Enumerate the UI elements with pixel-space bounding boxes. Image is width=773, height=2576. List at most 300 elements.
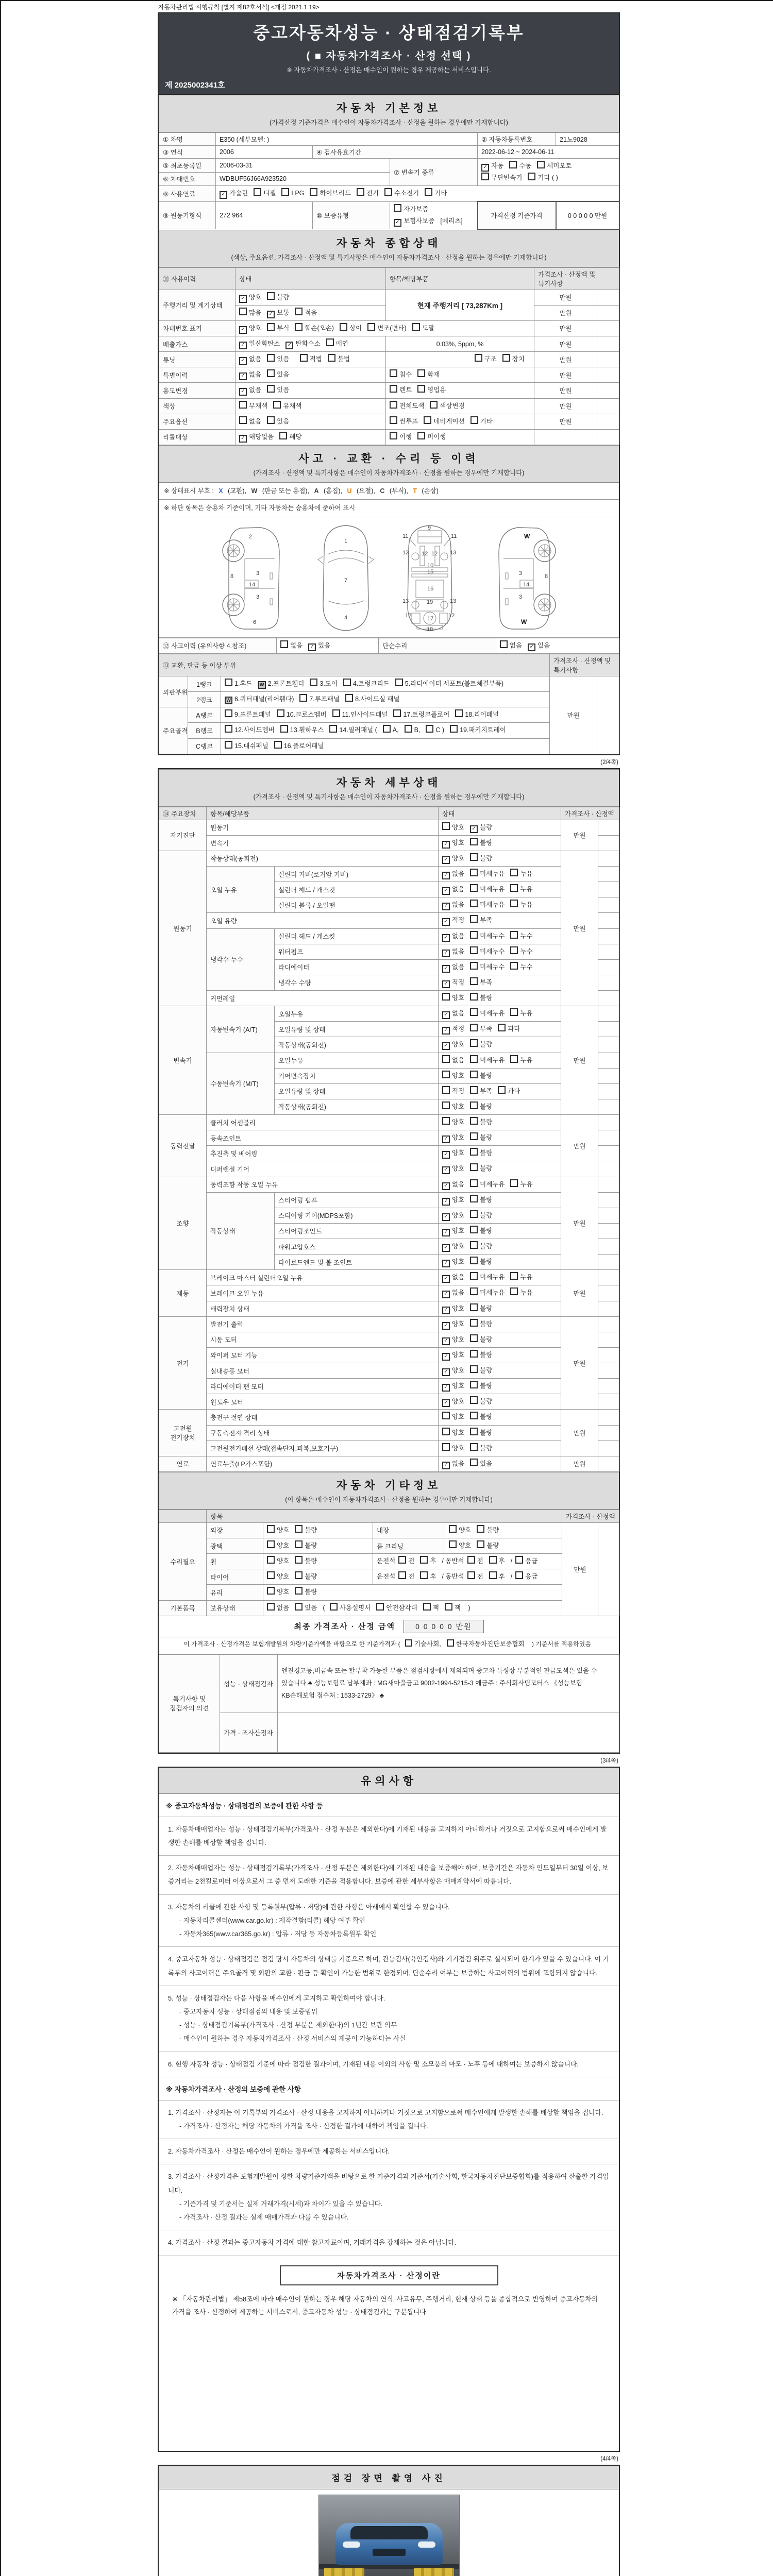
- checkbox[interactable]: W: [258, 681, 266, 689]
- section-overall-title: 자동차 종합상태: [336, 237, 442, 249]
- note-cell: [597, 336, 619, 352]
- checkbox[interactable]: [509, 161, 517, 168]
- checkbox[interactable]: [515, 1571, 523, 1579]
- checkbox[interactable]: [267, 1571, 275, 1579]
- checkbox[interactable]: [267, 1603, 275, 1611]
- checkbox[interactable]: [442, 1011, 450, 1019]
- option-label: 불법: [337, 355, 350, 363]
- checkbox[interactable]: [390, 416, 397, 424]
- checkbox[interactable]: [405, 725, 412, 733]
- checkbox[interactable]: [510, 931, 518, 939]
- checkbox[interactable]: [299, 694, 307, 702]
- option: [470, 1303, 492, 1315]
- repair-row: [159, 1522, 619, 1538]
- checkbox[interactable]: [442, 903, 450, 910]
- checkbox[interactable]: [398, 1571, 406, 1579]
- checkbox[interactable]: [481, 173, 489, 180]
- checkbox[interactable]: [510, 962, 518, 970]
- option-label: 양호: [452, 854, 465, 862]
- option-label: 14.필러패널 (: [339, 726, 377, 734]
- checkbox[interactable]: [442, 980, 450, 988]
- checkbox[interactable]: [510, 869, 518, 876]
- checkbox[interactable]: [498, 1086, 506, 1094]
- checkbox[interactable]: [442, 934, 450, 942]
- checkbox[interactable]: [239, 388, 247, 396]
- option: [442, 1318, 464, 1330]
- checkbox[interactable]: [308, 643, 316, 651]
- option-label: 양호: [452, 1304, 465, 1312]
- option: [442, 1101, 464, 1113]
- checkbox[interactable]: [390, 401, 397, 409]
- checkbox[interactable]: [489, 1556, 497, 1564]
- checkbox[interactable]: [395, 679, 403, 686]
- checkbox[interactable]: [442, 1307, 450, 1314]
- checkbox[interactable]: [279, 432, 287, 439]
- checkbox[interactable]: [470, 1117, 478, 1125]
- checkbox[interactable]: [442, 1182, 450, 1190]
- checkbox[interactable]: [475, 354, 482, 362]
- checkbox[interactable]: [510, 1055, 518, 1063]
- checkbox[interactable]: [442, 1384, 450, 1392]
- checkbox[interactable]: [239, 308, 247, 315]
- device-group-label: 변속기: [159, 1006, 207, 1115]
- option: [470, 1116, 492, 1128]
- checkbox[interactable]: [470, 993, 478, 1001]
- checkbox[interactable]: [528, 173, 535, 180]
- checkbox[interactable]: [442, 1136, 450, 1143]
- checkbox[interactable]: [254, 188, 261, 196]
- checkbox[interactable]: [417, 385, 425, 393]
- option: [225, 693, 294, 705]
- text: (흠집),: [322, 487, 344, 495]
- checkbox[interactable]: [343, 679, 351, 686]
- checkbox[interactable]: [467, 1571, 475, 1579]
- checkbox[interactable]: [470, 1148, 478, 1156]
- checkbox[interactable]: [470, 977, 478, 985]
- checkbox[interactable]: [442, 1275, 450, 1283]
- checkbox[interactable]: [442, 1166, 450, 1174]
- checkbox[interactable]: [398, 1556, 406, 1564]
- option: [470, 1365, 492, 1377]
- checkbox[interactable]: [442, 1412, 450, 1419]
- checkbox[interactable]: [510, 900, 518, 907]
- note-cell: [598, 851, 619, 866]
- checkbox[interactable]: [470, 915, 478, 923]
- checkbox[interactable]: [295, 1587, 303, 1595]
- checkbox[interactable]: [470, 1226, 478, 1233]
- option: [498, 1086, 520, 1097]
- option-label: 장치: [512, 355, 525, 363]
- price-cell: 만원: [561, 820, 598, 851]
- checkbox[interactable]: [225, 741, 232, 749]
- checkbox[interactable]: [470, 1396, 478, 1404]
- checkbox[interactable]: [220, 191, 227, 199]
- option-label: 보험사보증: [404, 217, 435, 225]
- checkbox[interactable]: [470, 1055, 478, 1063]
- option-label: 양호: [277, 1573, 290, 1581]
- checkbox[interactable]: [423, 1603, 431, 1611]
- checkbox[interactable]: [498, 1024, 506, 1031]
- checkbox[interactable]: [442, 1291, 450, 1298]
- checkbox[interactable]: [470, 1412, 478, 1419]
- option: [267, 353, 289, 365]
- checkbox[interactable]: [267, 369, 275, 377]
- checkbox[interactable]: [470, 962, 478, 970]
- checkbox[interactable]: [239, 401, 247, 409]
- checkbox[interactable]: [239, 326, 247, 334]
- checkbox[interactable]: [470, 1257, 478, 1264]
- option-label: 불량: [480, 1149, 493, 1157]
- checkbox[interactable]: [267, 323, 275, 331]
- checkbox[interactable]: [390, 385, 397, 393]
- checkbox[interactable]: [295, 1556, 303, 1564]
- ramp-right: [414, 2568, 454, 2576]
- checkbox[interactable]: [442, 1368, 450, 1376]
- group-label: 수리필요: [159, 1522, 207, 1600]
- checkbox[interactable]: [470, 1179, 478, 1187]
- rank2-options: [221, 692, 550, 707]
- checkbox[interactable]: [442, 1042, 450, 1050]
- checkbox[interactable]: [442, 856, 450, 864]
- option-label: 유채색: [283, 402, 302, 410]
- checkbox[interactable]: [267, 354, 275, 362]
- checkbox[interactable]: [442, 1071, 450, 1078]
- item-label: 커먼레일: [207, 991, 439, 1006]
- checkbox[interactable]: [510, 946, 518, 954]
- option-label: 구조: [484, 355, 497, 363]
- option: [442, 1055, 464, 1066]
- state-symbol-legend: [159, 483, 619, 500]
- checkbox[interactable]: [510, 1287, 518, 1295]
- option-label: 있음: [305, 1604, 317, 1612]
- checkbox[interactable]: [442, 1198, 450, 1206]
- checkbox[interactable]: [470, 1071, 478, 1078]
- checkbox[interactable]: [442, 918, 450, 926]
- checkbox[interactable]: [449, 1540, 457, 1548]
- option-label: 불량: [480, 1072, 493, 1079]
- tuning-row: [159, 352, 619, 367]
- checkbox[interactable]: [470, 869, 478, 876]
- checkbox[interactable]: [376, 1603, 384, 1611]
- vin-value: WDBUF56J66A923520: [216, 172, 390, 186]
- text: ): [466, 1604, 470, 1612]
- checkbox[interactable]: [470, 1132, 478, 1140]
- checkbox[interactable]: [470, 884, 478, 892]
- checkbox[interactable]: [470, 1319, 478, 1327]
- item-label: 파워고압호스: [275, 1239, 439, 1255]
- item-label: 오일누유: [275, 1053, 439, 1068]
- checkbox[interactable]: [405, 1639, 412, 1647]
- checkbox[interactable]: [390, 432, 397, 439]
- detail-row: [159, 1177, 619, 1192]
- checkbox[interactable]: [442, 1151, 450, 1159]
- checkbox[interactable]: [310, 188, 317, 196]
- rank-label: 2랭크: [188, 692, 221, 707]
- option-label: 2.프론트휀더: [267, 680, 305, 687]
- option: [442, 1039, 464, 1050]
- checkbox[interactable]: [477, 1540, 484, 1548]
- row-label: 용도변경: [159, 383, 236, 398]
- checkbox[interactable]: [470, 1101, 478, 1109]
- section-detail-header: [159, 769, 619, 807]
- checkbox[interactable]: [267, 1525, 275, 1533]
- option-label: 불량: [480, 823, 493, 831]
- checkbox[interactable]: [470, 1443, 478, 1451]
- checkbox[interactable]: [442, 1213, 450, 1221]
- checkbox[interactable]: [442, 950, 450, 957]
- option-label: 잭: [432, 1604, 439, 1612]
- checkbox[interactable]: [442, 1260, 450, 1267]
- checkbox[interactable]: [442, 1055, 450, 1063]
- checkbox[interactable]: [300, 354, 308, 362]
- option: [442, 1303, 464, 1315]
- checkbox[interactable]: [329, 725, 337, 733]
- note-cell: [597, 367, 619, 383]
- glass-options: [263, 1585, 562, 1600]
- checkbox[interactable]: [332, 709, 340, 717]
- checkbox[interactable]: [447, 1639, 454, 1647]
- checkbox[interactable]: [295, 323, 303, 331]
- checkbox[interactable]: [295, 1603, 303, 1611]
- checkbox[interactable]: [470, 825, 478, 833]
- checkbox[interactable]: [394, 219, 401, 227]
- repair-row: [159, 1554, 619, 1569]
- state-options: [439, 959, 561, 975]
- checkbox[interactable]: [430, 401, 438, 409]
- checkbox[interactable]: [442, 1443, 450, 1451]
- checkbox[interactable]: [442, 887, 450, 895]
- detail-row: [159, 1053, 619, 1068]
- checkbox[interactable]: [420, 1556, 428, 1564]
- detail-row: [159, 1006, 619, 1022]
- appraiser-opinion-text: [278, 1713, 619, 1752]
- checkbox[interactable]: [295, 1525, 303, 1533]
- checkbox[interactable]: [390, 369, 397, 377]
- option-label: 무단변속기: [491, 174, 523, 182]
- checkbox[interactable]: [537, 161, 545, 168]
- section-etc-title: 자동차 기타정보: [336, 1479, 442, 1492]
- checkbox[interactable]: [442, 965, 450, 973]
- checkbox[interactable]: [470, 416, 478, 424]
- option: [239, 400, 267, 412]
- checkbox[interactable]: [510, 884, 518, 892]
- option: [225, 678, 253, 690]
- checkbox[interactable]: [470, 1241, 478, 1249]
- note-cell: [598, 897, 619, 913]
- checkbox[interactable]: [470, 1303, 478, 1311]
- checkbox[interactable]: [442, 1117, 450, 1125]
- checkbox[interactable]: [442, 1399, 450, 1407]
- checkbox[interactable]: [367, 323, 375, 331]
- checkbox[interactable]: [467, 1556, 475, 1564]
- checkbox[interactable]: [489, 1571, 497, 1579]
- mileage-state-options: [236, 290, 386, 305]
- checkbox[interactable]: [470, 1163, 478, 1171]
- checkbox[interactable]: [470, 838, 478, 845]
- checkbox[interactable]: [442, 872, 450, 879]
- checkbox[interactable]: [500, 640, 508, 648]
- checkbox[interactable]: [239, 372, 247, 380]
- option-label: 불량: [277, 293, 290, 301]
- checkbox[interactable]: [225, 679, 232, 686]
- checkbox[interactable]: [510, 1179, 518, 1187]
- checkbox[interactable]: [470, 931, 478, 939]
- checkbox[interactable]: [442, 841, 450, 849]
- checkbox[interactable]: [417, 432, 425, 439]
- option: [383, 724, 399, 736]
- checkbox[interactable]: [455, 709, 463, 717]
- checkbox[interactable]: [425, 188, 432, 196]
- checkbox[interactable]: [442, 1428, 450, 1435]
- checkbox[interactable]: [442, 1229, 450, 1236]
- checkbox[interactable]: [470, 1350, 478, 1358]
- checkbox[interactable]: [470, 900, 478, 907]
- option: [442, 1256, 464, 1268]
- checkbox[interactable]: [383, 725, 391, 733]
- checkbox[interactable]: [340, 323, 347, 331]
- rank-label: 1랭크: [188, 676, 221, 692]
- checkbox[interactable]: [510, 1272, 518, 1280]
- state-options: [439, 991, 561, 1006]
- checkbox[interactable]: [470, 1086, 478, 1094]
- checkbox[interactable]: [470, 1008, 478, 1016]
- checkbox[interactable]: [442, 1027, 450, 1035]
- checkbox[interactable]: [239, 416, 247, 424]
- checkbox[interactable]: [412, 323, 420, 331]
- checkbox[interactable]: [239, 435, 247, 443]
- checkbox[interactable]: [442, 1337, 450, 1345]
- state-options: [439, 1208, 561, 1223]
- checkbox[interactable]: W: [225, 697, 232, 704]
- checkbox[interactable]: [295, 308, 303, 315]
- checkbox[interactable]: [417, 369, 425, 377]
- column-header: 항목: [207, 1510, 562, 1522]
- option-label: 양호: [452, 839, 465, 846]
- state-options: [439, 1192, 561, 1208]
- checkbox[interactable]: [328, 354, 335, 362]
- checkbox[interactable]: [442, 1086, 450, 1094]
- price-cell: 만원: [561, 1177, 598, 1270]
- checkbox[interactable]: [281, 188, 289, 196]
- checkbox[interactable]: [424, 416, 431, 424]
- checkbox[interactable]: [280, 640, 288, 648]
- basic-info-table: [159, 132, 620, 230]
- option: [398, 1555, 414, 1567]
- checkbox[interactable]: [267, 1587, 275, 1595]
- checkbox[interactable]: [239, 342, 247, 349]
- checkbox[interactable]: [420, 1571, 428, 1579]
- checkbox[interactable]: [357, 188, 364, 196]
- sheet-notice: [158, 1767, 620, 2452]
- checkbox[interactable]: [470, 1334, 478, 1342]
- checkbox[interactable]: [267, 416, 275, 424]
- checkbox[interactable]: [310, 679, 317, 686]
- checkbox[interactable]: [225, 709, 232, 717]
- option: [390, 431, 412, 443]
- checkbox[interactable]: [510, 1008, 518, 1016]
- field-label: ⑧ 사용연료: [159, 186, 216, 202]
- checkbox[interactable]: [277, 709, 284, 717]
- final-price-value: 0 0 0 0 0 만원: [404, 1620, 483, 1633]
- option: [420, 1571, 436, 1583]
- notice-item: [159, 1947, 619, 1986]
- checkbox[interactable]: [274, 741, 282, 749]
- checkbox[interactable]: [442, 1101, 450, 1109]
- checkbox[interactable]: [470, 1428, 478, 1435]
- checkbox[interactable]: [225, 725, 232, 733]
- option-label: 양호: [459, 1526, 472, 1534]
- column-header: 가격조사 · 산정액: [562, 1510, 619, 1522]
- checkbox[interactable]: [449, 1525, 457, 1533]
- checkbox[interactable]: [267, 385, 275, 393]
- checkbox[interactable]: [470, 1272, 478, 1280]
- checkbox[interactable]: [470, 1039, 478, 1047]
- checkbox[interactable]: [239, 357, 247, 365]
- field-label: ① 차명: [159, 133, 216, 146]
- checkbox[interactable]: [295, 1571, 303, 1579]
- checkbox[interactable]: [470, 1365, 478, 1373]
- option-label: 미세누유: [480, 901, 505, 909]
- checkbox[interactable]: [470, 946, 478, 954]
- checkbox[interactable]: [450, 725, 458, 733]
- checkbox[interactable]: [470, 1287, 478, 1295]
- checkbox[interactable]: [442, 993, 450, 1001]
- checkbox[interactable]: [477, 1525, 484, 1533]
- checkbox[interactable]: [470, 1459, 478, 1466]
- checkbox[interactable]: [426, 725, 433, 733]
- checkbox[interactable]: [267, 292, 275, 300]
- checkbox[interactable]: [470, 1024, 478, 1031]
- checkbox[interactable]: [528, 643, 535, 651]
- checkbox[interactable]: [345, 694, 353, 702]
- checkbox[interactable]: [442, 1353, 450, 1361]
- checkbox[interactable]: [267, 1556, 275, 1564]
- checkbox[interactable]: [267, 1540, 275, 1548]
- checkbox[interactable]: [442, 1462, 450, 1469]
- checkbox[interactable]: [273, 401, 281, 409]
- checkbox[interactable]: [470, 1195, 478, 1202]
- checkbox[interactable]: [470, 853, 478, 861]
- state-options: [439, 820, 561, 835]
- checkbox[interactable]: [267, 311, 275, 318]
- checkbox[interactable]: [330, 1603, 338, 1611]
- checkbox[interactable]: [280, 725, 288, 733]
- sheet-page2: [158, 768, 620, 1754]
- checkbox[interactable]: [442, 822, 450, 830]
- svg-text:10: 10: [427, 562, 433, 569]
- checkbox[interactable]: [285, 342, 293, 349]
- checkbox[interactable]: [470, 1381, 478, 1388]
- checkbox[interactable]: [445, 1603, 452, 1611]
- state-options: [439, 1177, 561, 1192]
- checkbox[interactable]: [239, 295, 247, 303]
- checkbox[interactable]: [295, 1540, 303, 1548]
- price-cell: 만원: [534, 336, 597, 352]
- checkbox[interactable]: [502, 354, 510, 362]
- checkbox[interactable]: [481, 164, 489, 172]
- checkbox[interactable]: [515, 1556, 523, 1564]
- checkbox[interactable]: [442, 1322, 450, 1330]
- checkbox[interactable]: [326, 338, 334, 346]
- checkbox[interactable]: [384, 188, 392, 196]
- option-label: 화재: [427, 371, 440, 379]
- wheel-position-options: [373, 1554, 562, 1569]
- table-row: [159, 146, 619, 159]
- checkbox[interactable]: [470, 1210, 478, 1218]
- checkbox[interactable]: [394, 204, 401, 212]
- checkbox[interactable]: [442, 1244, 450, 1252]
- checkbox[interactable]: [393, 709, 401, 717]
